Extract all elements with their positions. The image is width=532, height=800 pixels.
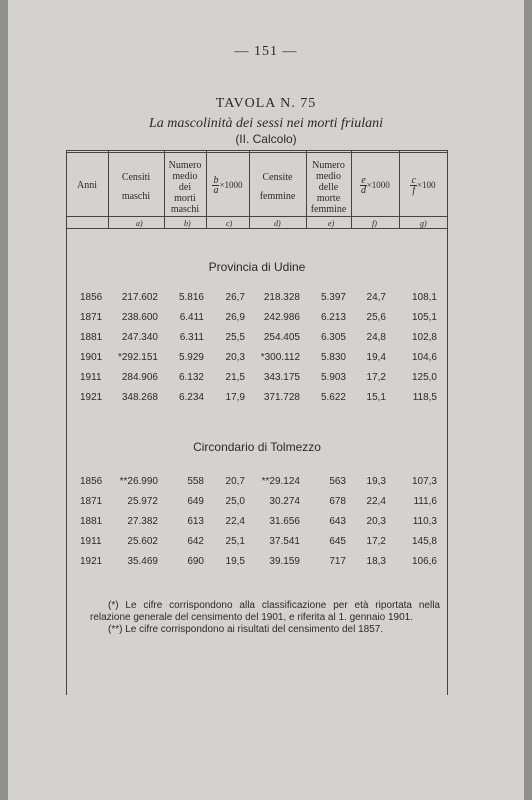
footnote-2: (**) Le cifre corrispondono ai risultati del censimento del 1857.	[108, 624, 384, 635]
table-right-border	[447, 150, 448, 695]
table-cell: 242.986	[263, 312, 300, 323]
header-ratio-b-a: $\frac{b}{a}\times 1000$	[213, 175, 243, 196]
table-cell: **29.124	[261, 476, 300, 487]
table-cell: 20,3	[366, 516, 386, 527]
table-cell: 25,5	[225, 332, 245, 343]
table-cell: 717	[329, 556, 346, 567]
table-cell: 102,8	[411, 332, 437, 343]
table-cell: 217.602	[121, 292, 158, 303]
table-cell: 19,4	[366, 352, 386, 363]
table-top-rule-inner	[66, 152, 448, 153]
table-cell: 1881	[80, 516, 103, 527]
table-cell: 5.397	[320, 292, 346, 303]
col-letter-f: f)	[372, 219, 377, 228]
table-cell: 348.268	[121, 392, 158, 403]
table-cell: 371.728	[263, 392, 300, 403]
table-cell: 690	[187, 556, 204, 567]
table-cell: 108,1	[411, 292, 437, 303]
table-cell: 107,3	[411, 476, 437, 487]
letters-bottom-rule	[66, 228, 448, 229]
table-cell: 18,3	[366, 556, 386, 567]
table-cell: 110,3	[412, 516, 437, 527]
table-top-rule	[66, 150, 448, 151]
table-cell: 125,0	[411, 372, 437, 383]
table-cell: 1901	[80, 352, 103, 363]
table-left-border	[66, 150, 67, 695]
table-cell: 19,5	[225, 556, 245, 567]
table-cell: 343.175	[263, 372, 300, 383]
table-cell: 6.305	[320, 332, 346, 343]
table-row	[66, 332, 448, 346]
header-ratio-c-f: $\frac{c}{f}\times 100$	[411, 175, 436, 196]
col-letter-g: g)	[420, 219, 427, 228]
table-cell: 6.411	[179, 312, 204, 323]
page-number: — 151 —	[234, 44, 298, 59]
table-row	[66, 372, 448, 386]
col-letter-d: d)	[274, 219, 281, 228]
table-cell: 15,1	[366, 392, 386, 403]
col-letter-b: b)	[184, 219, 191, 228]
table-cell: 613	[187, 516, 204, 527]
table-cell: *292.151	[117, 352, 158, 363]
table-cell: 6.132	[178, 372, 204, 383]
table-cell: 145,8	[411, 536, 437, 547]
header-ratio-e-d: $\frac{e}{d}\times 1000$	[360, 175, 390, 196]
table-cell: **26.990	[119, 476, 158, 487]
table-cell: 1921	[80, 556, 103, 567]
table-cell: 106,6	[411, 556, 437, 567]
table-cell: 105,1	[411, 312, 437, 323]
table-cell: 1911	[80, 372, 102, 383]
table-row	[66, 292, 448, 306]
table-cell: 22,4	[366, 496, 386, 507]
table-cell: 284.906	[121, 372, 158, 383]
table-cell: 39.159	[269, 556, 300, 567]
table-row	[66, 476, 448, 490]
table-row	[66, 312, 448, 326]
table-cell: 37.541	[269, 536, 300, 547]
table-cell: 218.328	[263, 292, 300, 303]
section-heading: Circondario di Tolmezzo	[193, 440, 321, 454]
table-cell: 642	[187, 536, 204, 547]
col-letter-e: e)	[328, 219, 335, 228]
table-cell: 1856	[80, 476, 103, 487]
table-cell: 25,6	[366, 312, 386, 323]
table-cell: 22,4	[225, 516, 245, 527]
table-cell: 25,0	[225, 496, 245, 507]
table-row	[66, 352, 448, 366]
table-cell: 6.213	[320, 312, 346, 323]
table-number: TAVOLA N. 75	[215, 96, 317, 111]
footnote-1: (*) Le cifre corrispondono alla classificazione per età riportata nella relazione generale del censimento del 1901, e riferita al 1. gennaio 1901.	[90, 600, 440, 623]
table-cell: 25.972	[127, 496, 158, 507]
table-cell: 19,3	[366, 476, 386, 487]
table-cell: 649	[187, 496, 204, 507]
header-anni: Anni	[77, 180, 97, 191]
table-cell: 30.274	[269, 496, 300, 507]
table-cell: 5.830	[320, 352, 346, 363]
header-censiti-maschi: Censiti maschi	[121, 172, 151, 202]
table-cell: 678	[329, 496, 346, 507]
table-cell: 17,2	[366, 372, 386, 383]
table-cell: 1881	[80, 332, 103, 343]
table-cell: 1871	[80, 496, 103, 507]
table-cell: 104,6	[411, 352, 437, 363]
table-cell: 24,7	[366, 292, 386, 303]
table-subtitle: (II. Calcolo)	[235, 132, 297, 146]
table-cell: 26,7	[225, 292, 245, 303]
table-cell: 645	[329, 536, 346, 547]
table-cell: 558	[187, 476, 204, 487]
table-cell: 21,5	[225, 372, 245, 383]
table-cell: 1856	[80, 292, 103, 303]
table-cell: 1911	[80, 536, 102, 547]
table-row	[66, 536, 448, 550]
table-cell: 25.602	[127, 536, 158, 547]
table-cell: 238.600	[121, 312, 158, 323]
table-cell: 247.340	[121, 332, 158, 343]
table-cell: 27.382	[127, 516, 158, 527]
table-cell: 31.656	[269, 516, 300, 527]
header-bottom-rule	[66, 216, 448, 217]
table-cell: 6.311	[179, 332, 204, 343]
table-cell: 26,9	[225, 312, 245, 323]
table-row	[66, 392, 448, 406]
table-cell: 17,2	[366, 536, 386, 547]
col-letter-a: a)	[136, 219, 143, 228]
table-cell: 643	[329, 516, 346, 527]
col-letter-c: c)	[226, 219, 233, 228]
header-censite-femmine: Censite femmine	[259, 172, 296, 202]
table-cell: 20,7	[225, 476, 245, 487]
table-cell: 1871	[80, 312, 103, 323]
table-cell: 254.405	[263, 332, 300, 343]
table-cell: 17,9	[225, 392, 245, 403]
header-numero-medio-maschi: Numero medio dei morti maschi	[168, 160, 202, 215]
header-numero-medio-femmine: Numero medio delle morte femmine	[310, 160, 347, 215]
table-cell: 111,6	[413, 496, 437, 507]
table-cell: *300.112	[260, 352, 300, 363]
table-cell: 563	[329, 476, 346, 487]
table-cell: 1921	[80, 392, 103, 403]
table-cell: 35.469	[127, 556, 158, 567]
section-heading: Provincia di Udine	[208, 260, 306, 274]
table-cell: 5.622	[320, 392, 346, 403]
document-page	[8, 0, 524, 800]
table-row	[66, 556, 448, 570]
table-cell: 5.816	[178, 292, 204, 303]
table-cell: 6.234	[178, 392, 204, 403]
table-cell: 118,5	[412, 392, 437, 403]
table-row	[66, 516, 448, 530]
table-cell: 5.903	[320, 372, 346, 383]
table-cell: 5.929	[178, 352, 204, 363]
table-row	[66, 496, 448, 510]
table-cell: 25,1	[225, 536, 245, 547]
table-cell: 20,3	[225, 352, 245, 363]
table-title: La mascolinità dei sessi nei morti friulani	[148, 116, 384, 131]
table-cell: 24,8	[366, 332, 386, 343]
